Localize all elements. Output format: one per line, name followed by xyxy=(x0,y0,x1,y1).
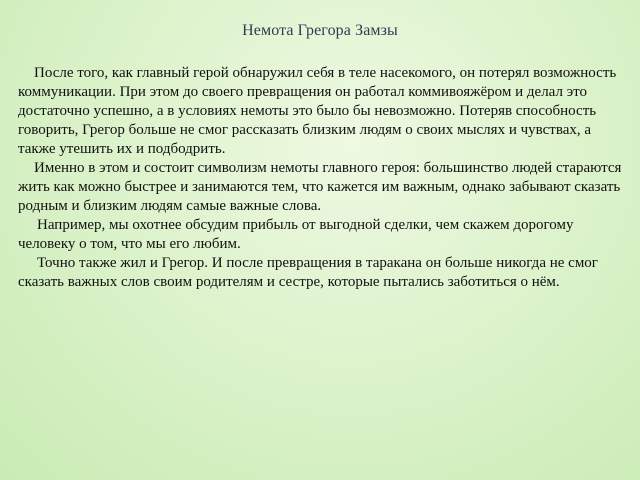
paragraph-1: После того, как главный герой обнаружил себя в теле насекомого, он потерял возможность коммуникации. При этом до своего превращения он работал коммивояжёром и делал это достаточно успешно, а в условиях немоты это было бы невозможно. Потеряв способность говорить, Грегор больше не смог рассказать близким людям о своих мыслях и чувствах, а также утешить их и подбодрить. xyxy=(18,65,617,157)
paragraph-2: Именно в этом и состоит символизм немоты главного героя: большинство людей стараются жить как можно быстрее и занимаются тем, что кажется им важным, однако забывают сказать родным и близким людям самые важные слова. xyxy=(18,160,622,214)
paragraph-3: Например, мы охотнее обсудим прибыль от выгодной сделки, чем скажем дорогому человеку о том, что мы его любим. xyxy=(18,217,574,252)
slide-title: Немота Грегора Замзы xyxy=(242,22,398,39)
slide-body xyxy=(18,64,630,292)
paragraph-4: Точно также жил и Грегор. И после превращения в таракана он больше никогда не смог сказать важных слов своим родителям и сестре, которые пытались заботиться о нём. xyxy=(18,255,598,290)
